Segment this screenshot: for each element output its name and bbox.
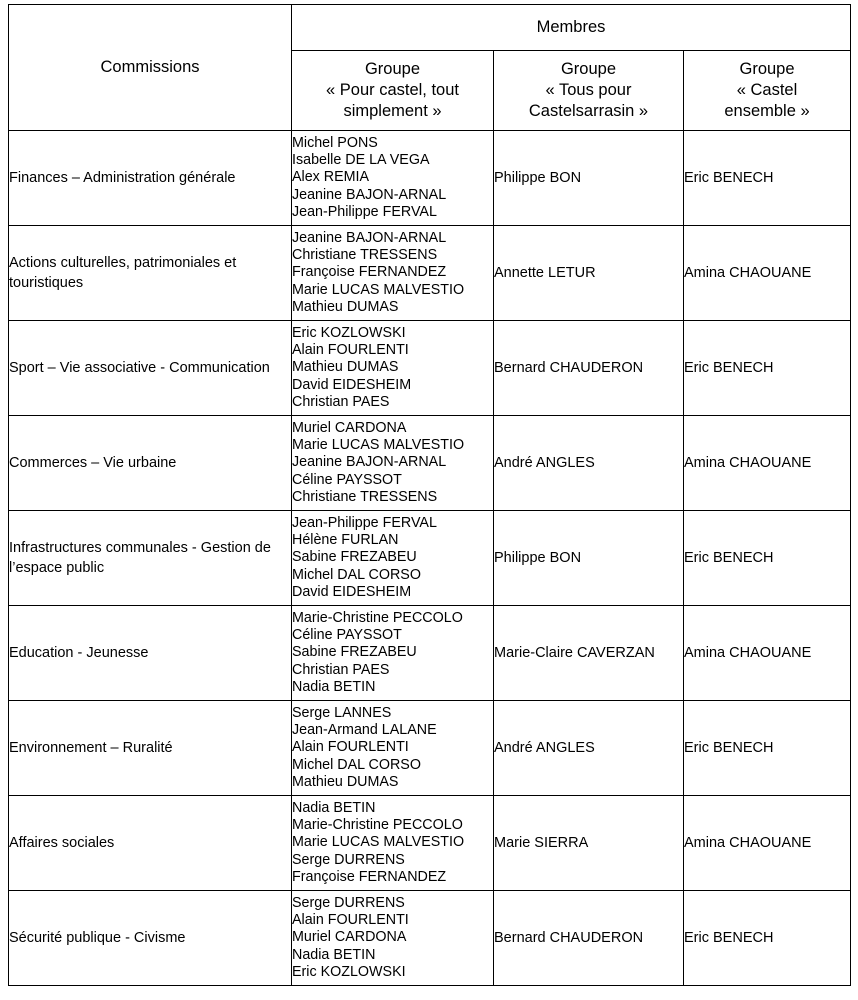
group1-members — [292, 606, 494, 701]
group2-member: André ANGLES — [494, 416, 684, 511]
member-name: Christian PAES — [292, 393, 390, 410]
table-row — [9, 606, 851, 701]
group-header-line: Castelsarrasin » — [528, 102, 649, 120]
commission-name: Sécurité publique - Civisme — [9, 891, 292, 986]
group-header-line: « Castel — [736, 81, 798, 99]
group-header-line: Groupe — [364, 60, 421, 78]
member-name: Jean-Philippe FERVAL — [292, 514, 437, 531]
group3-member: Amina CHAOUANE — [684, 606, 851, 701]
group3-member: Eric BENECH — [684, 511, 851, 606]
commission-name: Environnement – Ruralité — [9, 701, 292, 796]
table-row — [9, 131, 851, 226]
table-row — [9, 511, 851, 606]
member-name: Marie LUCAS MALVESTIO — [292, 437, 465, 454]
member-name: Serge LANNES — [292, 704, 392, 721]
table-row — [9, 416, 851, 511]
member-name: Jean-Armand LALANE — [292, 722, 437, 739]
member-name: Eric KOZLOWSKI — [292, 963, 406, 980]
group2-member: Bernard CHAUDERON — [494, 891, 684, 986]
table-row — [9, 321, 851, 416]
group1-members — [292, 416, 494, 511]
group-header-tous-pour — [494, 51, 684, 131]
member-name: Muriel CARDONA — [292, 929, 407, 946]
group3-member: Amina CHAOUANE — [684, 796, 851, 891]
group3-member: Eric BENECH — [684, 891, 851, 986]
member-name: Michel DAL CORSO — [292, 756, 421, 773]
commission-name: Infrastructures communales - Gestion de l’espace public — [9, 511, 292, 606]
commission-name: Sport – Vie associative - Communication — [9, 321, 292, 416]
table-body — [9, 131, 851, 986]
group2-member: Philippe BON — [494, 131, 684, 226]
membres-header: Membres — [292, 5, 851, 51]
member-name: Mathieu DUMAS — [292, 773, 399, 790]
member-name: Michel DAL CORSO — [292, 566, 421, 583]
group2-member: Annette LETUR — [494, 226, 684, 321]
member-name: Sabine FREZABEU — [292, 644, 417, 661]
member-name: Muriel CARDONA — [292, 419, 407, 436]
member-name: Jeanine BAJON-ARNAL — [292, 186, 447, 203]
table-row — [9, 796, 851, 891]
group3-member: Eric BENECH — [684, 131, 851, 226]
group2-member: Marie-Claire CAVERZAN — [494, 606, 684, 701]
member-name: Nadia BETIN — [292, 799, 376, 816]
header-row-top — [9, 5, 851, 51]
member-name: Jeanine BAJON-ARNAL — [292, 229, 447, 246]
group3-member: Amina CHAOUANE — [684, 416, 851, 511]
group2-member: Marie SIERRA — [494, 796, 684, 891]
member-name: Hélène FURLAN — [292, 532, 399, 549]
member-name: Céline PAYSSOT — [292, 471, 402, 488]
group1-members — [292, 796, 494, 891]
member-name: Alex REMIA — [292, 169, 370, 186]
group-header-line: « Pour castel, tout — [326, 81, 459, 99]
group1-members — [292, 321, 494, 416]
member-name: Marie LUCAS MALVESTIO — [292, 834, 465, 851]
member-name: Marie LUCAS MALVESTIO — [292, 281, 465, 298]
group-header-line: Groupe — [739, 60, 795, 78]
group3-member: Eric BENECH — [684, 321, 851, 416]
member-name: Serge DURRENS — [292, 894, 405, 911]
member-name: Nadia BETIN — [292, 946, 376, 963]
member-name: Christiane TRESSENS — [292, 488, 438, 505]
member-name: Nadia BETIN — [292, 678, 376, 695]
group-header-pour-castel — [292, 51, 494, 131]
member-name: Serge DURRENS — [292, 851, 405, 868]
group1-members — [292, 511, 494, 606]
group-header-line: ensemble » — [724, 102, 810, 120]
member-name: Alain FOURLENTI — [292, 739, 409, 756]
group1-members — [292, 131, 494, 226]
member-name: Françoise FERNANDEZ — [292, 264, 447, 281]
group-header-line: « Tous pour — [545, 81, 632, 99]
commissions-header: Commissions — [9, 5, 292, 131]
group3-member: Amina CHAOUANE — [684, 226, 851, 321]
group-header-line: simplement » — [343, 102, 442, 120]
table-header — [9, 5, 851, 131]
commission-name: Actions culturelles, patrimoniales et touristiques — [9, 226, 292, 321]
table-row — [9, 891, 851, 986]
member-name: David EIDESHEIM — [292, 583, 412, 600]
member-name: Sabine FREZABEU — [292, 549, 417, 566]
table-row — [9, 226, 851, 321]
member-name: Marie-Christine PECCOLO — [292, 609, 463, 626]
commission-name: Education - Jeunesse — [9, 606, 292, 701]
member-name: Mathieu DUMAS — [292, 298, 399, 315]
group-header-line: Groupe — [560, 60, 617, 78]
member-name: Alain FOURLENTI — [292, 342, 409, 359]
group2-member: André ANGLES — [494, 701, 684, 796]
member-name: Jeanine BAJON-ARNAL — [292, 454, 447, 471]
member-name: Marie-Christine PECCOLO — [292, 817, 463, 834]
commission-name: Commerces – Vie urbaine — [9, 416, 292, 511]
member-name: Françoise FERNANDEZ — [292, 868, 447, 885]
group2-member: Bernard CHAUDERON — [494, 321, 684, 416]
member-name: Isabelle DE LA VEGA — [292, 152, 430, 169]
group1-members — [292, 226, 494, 321]
commission-name: Affaires sociales — [9, 796, 292, 891]
table-row — [9, 701, 851, 796]
group2-member: Philippe BON — [494, 511, 684, 606]
member-name: Mathieu DUMAS — [292, 359, 399, 376]
member-name: Christiane TRESSENS — [292, 247, 438, 264]
commissions-table — [8, 4, 851, 986]
group1-members — [292, 701, 494, 796]
member-name: David EIDESHEIM — [292, 376, 412, 393]
member-name: Eric KOZLOWSKI — [292, 324, 406, 341]
group1-members — [292, 891, 494, 986]
group3-member: Eric BENECH — [684, 701, 851, 796]
member-name: Christian PAES — [292, 661, 390, 678]
member-name: Michel PONS — [292, 134, 378, 151]
group-header-castel-ensemble — [684, 51, 851, 131]
member-name: Jean-Philippe FERVAL — [292, 203, 437, 220]
commission-name: Finances – Administration générale — [9, 131, 292, 226]
member-name: Céline PAYSSOT — [292, 627, 402, 644]
member-name: Alain FOURLENTI — [292, 912, 409, 929]
